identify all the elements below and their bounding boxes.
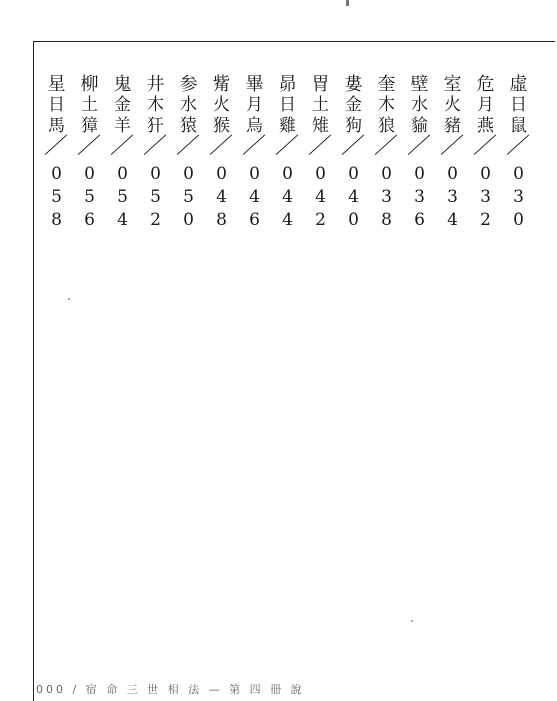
mansion-element: 月 [246, 95, 263, 115]
mansion-animal: 犴 [147, 116, 164, 136]
mansion-number-digit: 0 [216, 164, 227, 184]
mansion-animal: 貐 [411, 116, 428, 136]
mansion-animal: 雉 [312, 116, 329, 136]
mansion-element: 月 [477, 95, 494, 115]
mansion-column [238, 74, 271, 232]
mansion-name: 星 [47, 74, 66, 95]
slash-separator: ／ [473, 134, 498, 159]
mansion-number-digit: 6 [84, 210, 95, 230]
slash-separator: ／ [77, 134, 102, 159]
slash-separator: ／ [242, 134, 267, 159]
mansion-column [139, 74, 172, 232]
mansion-number-digit: 0 [183, 164, 194, 184]
mansion-element: 火 [213, 95, 230, 115]
mansion-number-digit: 2 [315, 210, 326, 230]
mansion-column [370, 74, 403, 232]
mansion-name: 室 [443, 74, 462, 95]
mansion-number-digit: 5 [51, 187, 62, 207]
mansion-column [436, 74, 469, 232]
mansion-number-digit: 0 [117, 164, 128, 184]
slash-separator: ／ [110, 134, 135, 159]
mansion-column [304, 74, 337, 232]
mansion-animal: 豬 [444, 116, 461, 136]
mansion-element: 木 [378, 95, 395, 115]
mansion-number-digit: 0 [51, 164, 62, 184]
mansion-number-digit: 4 [447, 210, 458, 230]
scan-mark [346, 0, 349, 6]
mansion-number-digit: 4 [282, 210, 293, 230]
mansion-animal: 猴 [213, 116, 230, 136]
mansion-number-digit: 3 [513, 187, 524, 207]
slash-separator: ／ [440, 134, 465, 159]
mansion-name: 觜 [212, 74, 231, 95]
mansion-name: 昴 [278, 74, 297, 95]
mansion-animal: 燕 [477, 116, 494, 136]
mansion-number-digit: 5 [150, 187, 161, 207]
mansion-number-digit: 0 [414, 164, 425, 184]
mansion-number-digit: 2 [480, 210, 491, 230]
mansion-column [469, 74, 502, 232]
mansion-animal: 馬 [48, 116, 65, 136]
mansion-animal: 雞 [279, 116, 296, 136]
mansion-animal: 烏 [246, 116, 263, 136]
mansion-element: 日 [279, 95, 296, 115]
mansion-element: 土 [81, 95, 98, 115]
mansion-number-digit: 5 [183, 187, 194, 207]
mansion-number-digit: 4 [315, 187, 326, 207]
mansion-number-digit: 5 [84, 187, 95, 207]
slash-separator: ／ [308, 134, 333, 159]
mansion-animal: 猿 [180, 116, 197, 136]
mansion-name: 壁 [410, 74, 429, 95]
mansion-number-digit: 4 [282, 187, 293, 207]
slash-separator: ／ [374, 134, 399, 159]
mansion-column [403, 74, 436, 232]
mansion-name: 井 [146, 74, 165, 95]
mansion-element: 金 [345, 95, 362, 115]
mansion-number-digit: 4 [117, 210, 128, 230]
mansion-number-digit: 0 [282, 164, 293, 184]
mansion-number-digit: 3 [381, 187, 392, 207]
mansion-column [106, 74, 139, 232]
mansion-number-digit: 3 [480, 187, 491, 207]
slash-separator: ／ [176, 134, 201, 159]
mansion-column [73, 74, 106, 232]
mansion-number-digit: 0 [84, 164, 95, 184]
mansion-number-digit: 0 [348, 164, 359, 184]
mansion-number-digit: 0 [513, 164, 524, 184]
mansion-animal: 狗 [345, 116, 362, 136]
mansion-animal: 狼 [378, 116, 395, 136]
mansion-number-digit: 8 [381, 210, 392, 230]
mansion-number-digit: 0 [249, 164, 260, 184]
mansion-element: 日 [510, 95, 527, 115]
scan-speck [68, 298, 70, 300]
mansion-number-digit: 3 [414, 187, 425, 207]
mansion-number-digit: 6 [414, 210, 425, 230]
slash-separator: ／ [44, 134, 69, 159]
mansion-name: 胃 [311, 74, 330, 95]
mansion-element: 日 [48, 95, 65, 115]
mansion-name: 柳 [80, 74, 99, 95]
mansion-element: 金 [114, 95, 131, 115]
mansion-name: 畢 [245, 74, 264, 95]
mansion-name: 鬼 [113, 74, 132, 95]
mansion-number-digit: 2 [150, 210, 161, 230]
slash-separator: ／ [407, 134, 432, 159]
mansion-table [40, 74, 535, 232]
mansion-number-digit: 0 [480, 164, 491, 184]
mansion-number-digit: 0 [513, 210, 524, 230]
mansion-number-digit: 4 [216, 187, 227, 207]
slash-separator: ／ [209, 134, 234, 159]
mansion-element: 水 [180, 95, 197, 115]
mansion-number-digit: 6 [249, 210, 260, 230]
mansion-element: 水 [411, 95, 428, 115]
mansion-number-digit: 0 [348, 210, 359, 230]
mansion-animal: 羊 [114, 116, 131, 136]
mansion-name: 婁 [344, 74, 363, 95]
mansion-name: 危 [476, 74, 495, 95]
slash-separator: ／ [275, 134, 300, 159]
mansion-column [337, 74, 370, 232]
mansion-name: 虛 [509, 74, 528, 95]
mansion-column [40, 74, 73, 232]
mansion-name: 奎 [377, 74, 396, 95]
mansion-element: 火 [444, 95, 461, 115]
mansion-number-digit: 3 [447, 187, 458, 207]
mansion-number-digit: 0 [447, 164, 458, 184]
mansion-element: 土 [312, 95, 329, 115]
mansion-number-digit: 4 [249, 187, 260, 207]
mansion-number-digit: 4 [348, 187, 359, 207]
mansion-column [502, 74, 535, 232]
mansion-number-digit: 0 [315, 164, 326, 184]
mansion-animal: 鼠 [510, 116, 527, 136]
slash-separator: ／ [341, 134, 366, 159]
mansion-number-digit: 5 [117, 187, 128, 207]
mansion-name: 参 [179, 74, 198, 95]
mansion-number-digit: 8 [216, 210, 227, 230]
scan-speck [411, 620, 413, 622]
mansion-column [172, 74, 205, 232]
slash-separator: ／ [506, 134, 531, 159]
mansion-number-digit: 0 [381, 164, 392, 184]
mansion-element: 木 [147, 95, 164, 115]
mansion-column [271, 74, 304, 232]
mansion-number-digit: 8 [51, 210, 62, 230]
mansion-number-digit: 0 [183, 210, 194, 230]
mansion-animal: 獐 [81, 116, 98, 136]
mansion-number-digit: 0 [150, 164, 161, 184]
slash-separator: ／ [143, 134, 168, 159]
page-footer: 000 / 宿 命 三 世 相 法 — 第 四 冊 說 [36, 683, 305, 696]
mansion-column [205, 74, 238, 232]
